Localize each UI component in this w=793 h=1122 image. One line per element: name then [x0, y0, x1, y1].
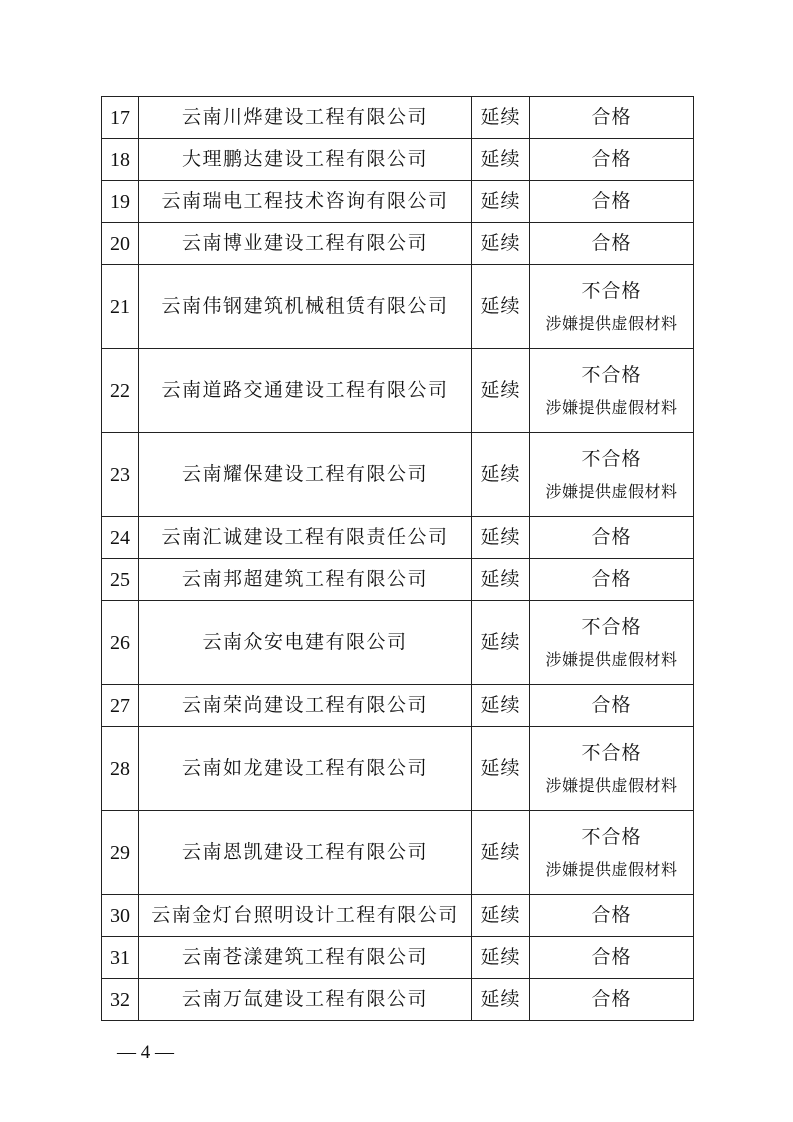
- company-name: 大理鹏达建设工程有限公司: [139, 139, 472, 181]
- company-name: 云南万氙建设工程有限公司: [139, 979, 472, 1021]
- result-status: 合格: [591, 694, 632, 717]
- row-number: 29: [102, 811, 139, 895]
- result-status: 不合格: [581, 615, 642, 638]
- application-type: 延续: [472, 601, 530, 685]
- result-cell: [530, 97, 694, 139]
- table-row: [102, 937, 694, 979]
- application-type: 延续: [472, 979, 530, 1021]
- table-row: [102, 559, 694, 601]
- result-cell: [530, 223, 694, 265]
- application-type: 延续: [472, 517, 530, 559]
- company-name: 云南博业建设工程有限公司: [139, 223, 472, 265]
- application-type: 延续: [472, 265, 530, 349]
- company-name: 云南如龙建设工程有限公司: [139, 727, 472, 811]
- result-cell: [530, 139, 694, 181]
- result-cell: [530, 433, 694, 517]
- application-type: 延续: [472, 685, 530, 727]
- result-cell: [530, 601, 694, 685]
- result-cell: [530, 727, 694, 811]
- result-cell: [530, 895, 694, 937]
- table-row: [102, 685, 694, 727]
- table-row: [102, 895, 694, 937]
- results-table-body: [102, 97, 694, 1021]
- company-name: 云南瑞电工程技术咨询有限公司: [139, 181, 472, 223]
- row-number: 32: [102, 979, 139, 1021]
- result-status: 不合格: [581, 825, 642, 848]
- row-number: 27: [102, 685, 139, 727]
- application-type: 延续: [472, 937, 530, 979]
- application-type: 延续: [472, 181, 530, 223]
- result-cell: [530, 685, 694, 727]
- application-type: 延续: [472, 223, 530, 265]
- result-note: 涉嫌提供虚假材料: [545, 776, 678, 796]
- application-type: 延续: [472, 97, 530, 139]
- result-note: 涉嫌提供虚假材料: [545, 398, 678, 418]
- row-number: 31: [102, 937, 139, 979]
- result-note: 涉嫌提供虚假材料: [545, 650, 678, 670]
- result-status: 合格: [591, 904, 632, 927]
- result-status: 不合格: [581, 363, 642, 386]
- result-status: 合格: [591, 106, 632, 129]
- company-name: 云南邦超建筑工程有限公司: [139, 559, 472, 601]
- result-note: 涉嫌提供虚假材料: [545, 482, 678, 502]
- result-status: 合格: [591, 946, 632, 969]
- company-name: 云南众安电建有限公司: [139, 601, 472, 685]
- result-status: 合格: [591, 190, 632, 213]
- application-type: 延续: [472, 139, 530, 181]
- company-name: 云南苍漾建筑工程有限公司: [139, 937, 472, 979]
- result-status: 合格: [591, 988, 632, 1011]
- table-row: [102, 811, 694, 895]
- company-name: 云南川烨建设工程有限公司: [139, 97, 472, 139]
- result-cell: [530, 349, 694, 433]
- table-row: [102, 433, 694, 517]
- row-number: 19: [102, 181, 139, 223]
- table-row: [102, 727, 694, 811]
- table-row: [102, 349, 694, 433]
- row-number: 20: [102, 223, 139, 265]
- result-cell: [530, 811, 694, 895]
- company-name: 云南道路交通建设工程有限公司: [139, 349, 472, 433]
- result-cell: [530, 937, 694, 979]
- table-row: [102, 601, 694, 685]
- table-row: [102, 979, 694, 1021]
- result-status: 不合格: [581, 447, 642, 470]
- application-type: 延续: [472, 349, 530, 433]
- table-row: [102, 97, 694, 139]
- company-name: 云南恩凯建设工程有限公司: [139, 811, 472, 895]
- result-cell: [530, 265, 694, 349]
- table-row: [102, 517, 694, 559]
- row-number: 30: [102, 895, 139, 937]
- application-type: 延续: [472, 895, 530, 937]
- row-number: 28: [102, 727, 139, 811]
- result-status: 合格: [591, 148, 632, 171]
- row-number: 26: [102, 601, 139, 685]
- result-status: 不合格: [581, 741, 642, 764]
- table-row: [102, 265, 694, 349]
- row-number: 18: [102, 139, 139, 181]
- result-cell: [530, 181, 694, 223]
- row-number: 17: [102, 97, 139, 139]
- row-number: 22: [102, 349, 139, 433]
- company-name: 云南耀保建设工程有限公司: [139, 433, 472, 517]
- company-name: 云南伟钢建筑机械租赁有限公司: [139, 265, 472, 349]
- result-status: 合格: [591, 568, 632, 591]
- result-note: 涉嫌提供虚假材料: [545, 860, 678, 880]
- result-cell: [530, 979, 694, 1021]
- application-type: 延续: [472, 559, 530, 601]
- result-status: 合格: [591, 526, 632, 549]
- table-row: [102, 223, 694, 265]
- application-type: 延续: [472, 727, 530, 811]
- table-row: [102, 181, 694, 223]
- row-number: 23: [102, 433, 139, 517]
- row-number: 24: [102, 517, 139, 559]
- company-name: 云南汇诚建设工程有限责任公司: [139, 517, 472, 559]
- result-status: 不合格: [581, 279, 642, 302]
- application-type: 延续: [472, 433, 530, 517]
- company-name: 云南金灯台照明设计工程有限公司: [139, 895, 472, 937]
- table-row: [102, 139, 694, 181]
- page-number: — 4 —: [117, 1042, 174, 1063]
- result-cell: [530, 517, 694, 559]
- application-type: 延续: [472, 811, 530, 895]
- result-note: 涉嫌提供虚假材料: [545, 314, 678, 334]
- result-cell: [530, 559, 694, 601]
- row-number: 25: [102, 559, 139, 601]
- results-table: [101, 96, 694, 1021]
- result-status: 合格: [591, 232, 632, 255]
- company-name: 云南荣尚建设工程有限公司: [139, 685, 472, 727]
- row-number: 21: [102, 265, 139, 349]
